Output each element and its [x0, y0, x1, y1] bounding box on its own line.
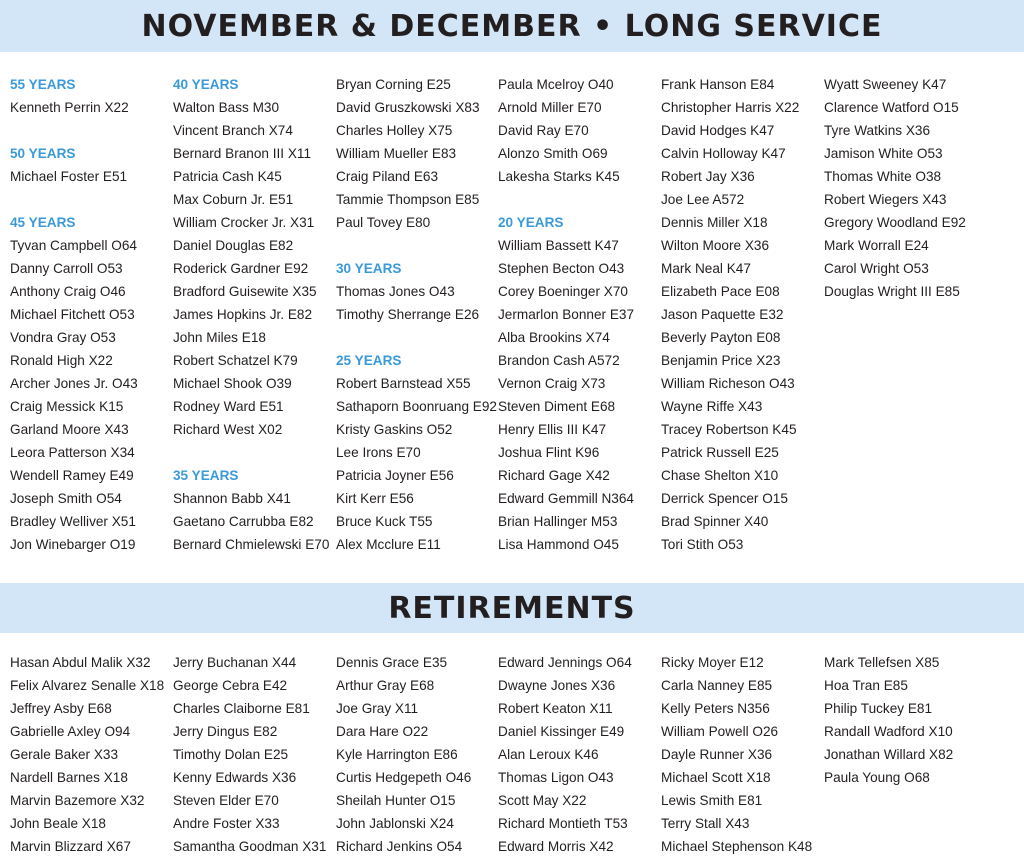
- employee-name: Clarence Watford O15: [824, 100, 959, 115]
- employee-name: David Ray E70: [498, 123, 589, 138]
- retiree-name: John Jablonski X24: [336, 816, 454, 831]
- retiree-name: Curtis Hedgepeth O46: [336, 770, 472, 785]
- employee-name: Archer Jones Jr. O43: [10, 376, 138, 391]
- spacer: [498, 188, 658, 211]
- retiree-name: Alan Leroux K46: [498, 747, 599, 762]
- employee-name: Wilton Moore X36: [661, 238, 770, 253]
- employee-name: Michael Foster E51: [10, 169, 128, 184]
- employee-name: John Miles E18: [173, 330, 266, 345]
- employee-name: Bernard Branon III X11: [173, 146, 312, 161]
- employee-name: Sathaporn Boonruang E92: [336, 399, 497, 414]
- employee-name: Henry Ellis III K47: [498, 422, 607, 437]
- spacer: [336, 326, 496, 349]
- retiree-name: Michael Stephenson K48: [661, 839, 813, 854]
- employee-name: Joshua Flint K96: [498, 445, 600, 460]
- retiree-name: Ricky Moyer E12: [661, 655, 764, 670]
- retiree-name: Philip Tuckey E81: [824, 701, 933, 716]
- employee-name: Bruce Kuck T55: [336, 514, 433, 529]
- years-heading: 40 YEARS: [173, 77, 239, 92]
- retiree-name: Jerry Dingus E82: [173, 724, 278, 739]
- retirements-title: RETIREMENTS: [388, 590, 636, 626]
- retirements-column: [173, 651, 333, 858]
- years-heading: 30 YEARS: [336, 261, 402, 276]
- employee-name: Elizabeth Pace E08: [661, 284, 780, 299]
- employee-name: Paul Tovey E80: [336, 215, 431, 230]
- employee-name: Lakesha Starks K45: [498, 169, 620, 184]
- employee-name: William Richeson O43: [661, 376, 795, 391]
- employee-name: William Crocker Jr. X31: [173, 215, 315, 230]
- employee-name: Patrick Russell E25: [661, 445, 779, 460]
- employee-name: Alex Mcclure E11: [336, 537, 441, 552]
- years-heading: 55 YEARS: [10, 77, 76, 92]
- employee-name: Carol Wright O53: [824, 261, 929, 276]
- retiree-name: Mark Tellefsen X85: [824, 655, 940, 670]
- retirements-column: [336, 651, 496, 858]
- employee-name: Anthony Craig O46: [10, 284, 126, 299]
- employee-name: Rodney Ward E51: [173, 399, 284, 414]
- employee-name: Tyre Watkins X36: [824, 123, 931, 138]
- employee-name: Joseph Smith O54: [10, 491, 122, 506]
- employee-name: Michael Shook O39: [173, 376, 292, 391]
- employee-name: Walton Bass M30: [173, 100, 280, 115]
- long-service-title: NOVEMBER & DECEMBER • LONG SERVICE: [141, 8, 883, 44]
- employee-name: Mark Worrall E24: [824, 238, 929, 253]
- employee-name: Alonzo Smith O69: [498, 146, 608, 161]
- employee-name: Thomas Jones O43: [336, 284, 455, 299]
- retiree-name: Steven Elder E70: [173, 793, 279, 808]
- employee-name: Bernard Chmielewski E70: [173, 537, 330, 552]
- spacer: [173, 441, 333, 464]
- employee-name: Jon Winebarger O19: [10, 537, 136, 552]
- employee-name: Calvin Holloway K47: [661, 146, 786, 161]
- employee-name: Craig Messick K15: [10, 399, 124, 414]
- retirements-column: [824, 651, 984, 789]
- retiree-name: Michael Scott X18: [661, 770, 771, 785]
- retiree-name: Jeffrey Asby E68: [10, 701, 112, 716]
- retirements-column: [498, 651, 658, 858]
- retiree-name: Marvin Blizzard X67: [10, 839, 131, 854]
- employee-name: Roderick Gardner E92: [173, 261, 309, 276]
- retiree-name: Felix Alvarez Senalle X18: [10, 678, 165, 693]
- employee-name: Tammie Thompson E85: [336, 192, 480, 207]
- employee-name: Wendell Ramey E49: [10, 468, 134, 483]
- retiree-name: Jerry Buchanan X44: [173, 655, 297, 670]
- retiree-name: Thomas Ligon O43: [498, 770, 614, 785]
- retiree-name: Gabrielle Axley O94: [10, 724, 131, 739]
- employee-name: Max Coburn Jr. E51: [173, 192, 294, 207]
- employee-name: Jamison White O53: [824, 146, 943, 161]
- employee-name: Brian Hallinger M53: [498, 514, 618, 529]
- retiree-name: Carla Nanney E85: [661, 678, 773, 693]
- retirements-column: [10, 651, 170, 858]
- employee-name: Ronald High X22: [10, 353, 113, 368]
- retirements-banner: [0, 583, 1024, 633]
- employee-name: Stephen Becton O43: [498, 261, 625, 276]
- retiree-name: Randall Wadford X10: [824, 724, 953, 739]
- employee-name: Bradley Welliver X51: [10, 514, 136, 529]
- employee-name: Tori Stith O53: [661, 537, 744, 552]
- employee-name: Shannon Babb X41: [173, 491, 291, 506]
- long-service-column: [824, 73, 984, 303]
- employee-name: Bryan Corning E25: [336, 77, 451, 92]
- employee-name: Garland Moore X43: [10, 422, 129, 437]
- retiree-name: Richard Montieth T53: [498, 816, 628, 831]
- employee-name: Vincent Branch X74: [173, 123, 293, 138]
- retiree-name: Robert Keaton X11: [498, 701, 613, 716]
- retiree-name: Joe Gray X11: [336, 701, 419, 716]
- employee-name: Daniel Douglas E82: [173, 238, 294, 253]
- retiree-name: Samantha Goodman X31: [173, 839, 327, 854]
- years-heading: 45 YEARS: [10, 215, 76, 230]
- retiree-name: Hoa Tran E85: [824, 678, 908, 693]
- employee-name: Dennis Miller X18: [661, 215, 768, 230]
- employee-name: Wyatt Sweeney K47: [824, 77, 947, 92]
- retiree-name: Nardell Barnes X18: [10, 770, 128, 785]
- spacer: [336, 234, 496, 257]
- retiree-name: George Cebra E42: [173, 678, 288, 693]
- retiree-name: Terry Stall X43: [661, 816, 750, 831]
- employee-name: Richard Gage X42: [498, 468, 610, 483]
- employee-name: Brad Spinner X40: [661, 514, 769, 529]
- long-service-banner: [0, 0, 1024, 52]
- spacer: [10, 119, 170, 142]
- employee-name: James Hopkins Jr. E82: [173, 307, 313, 322]
- employee-name: Arnold Miller E70: [498, 100, 602, 115]
- employee-name: Craig Piland E63: [336, 169, 439, 184]
- retiree-name: Marvin Bazemore X32: [10, 793, 145, 808]
- retiree-name: Arthur Gray E68: [336, 678, 435, 693]
- long-service-column: [498, 73, 658, 556]
- retiree-name: Dennis Grace E35: [336, 655, 448, 670]
- retiree-name: William Powell O26: [661, 724, 779, 739]
- years-heading: 20 YEARS: [498, 215, 564, 230]
- retiree-name: Lewis Smith E81: [661, 793, 763, 808]
- employee-name: Michael Fitchett O53: [10, 307, 135, 322]
- retiree-name: John Beale X18: [10, 816, 106, 831]
- employee-name: David Hodges K47: [661, 123, 775, 138]
- retiree-name: Paula Young O68: [824, 770, 930, 785]
- employee-name: Bradford Guisewite X35: [173, 284, 317, 299]
- employee-name: Lee Irons E70: [336, 445, 421, 460]
- employee-name: Beverly Payton E08: [661, 330, 781, 345]
- retiree-name: Kyle Harrington E86: [336, 747, 458, 762]
- retiree-name: Hasan Abdul Malik X32: [10, 655, 151, 670]
- employee-name: Tracey Robertson K45: [661, 422, 797, 437]
- employee-name: Timothy Sherrange E26: [336, 307, 480, 322]
- retiree-name: Scott May X22: [498, 793, 587, 808]
- employee-name: Robert Schatzel K79: [173, 353, 298, 368]
- employee-name: Robert Wiegers X43: [824, 192, 947, 207]
- employee-name: Leora Patterson X34: [10, 445, 135, 460]
- employee-name: Patricia Joyner E56: [336, 468, 454, 483]
- employee-name: Gaetano Carrubba E82: [173, 514, 314, 529]
- retiree-name: Sheilah Hunter O15: [336, 793, 456, 808]
- employee-name: Corey Boeninger X70: [498, 284, 628, 299]
- employee-name: Vernon Craig X73: [498, 376, 606, 391]
- employee-name: Benjamin Price X23: [661, 353, 781, 368]
- employee-name: Wayne Riffe X43: [661, 399, 763, 414]
- retiree-name: Edward Jennings O64: [498, 655, 632, 670]
- retiree-name: Kelly Peters N356: [661, 701, 770, 716]
- employee-name: Richard West X02: [173, 422, 283, 437]
- retirements-column: [661, 651, 821, 858]
- retiree-name: Kenny Edwards X36: [173, 770, 297, 785]
- long-service-column: [336, 73, 496, 556]
- employee-name: Joe Lee A572: [661, 192, 745, 207]
- long-service-column: [10, 73, 170, 556]
- employee-name: Danny Carroll O53: [10, 261, 123, 276]
- years-heading: 50 YEARS: [10, 146, 76, 161]
- retiree-name: Richard Jenkins O54: [336, 839, 463, 854]
- employee-name: William Bassett K47: [498, 238, 619, 253]
- employee-name: Patricia Cash K45: [173, 169, 282, 184]
- retiree-name: Gerale Baker X33: [10, 747, 119, 762]
- employee-name: Robert Barnstead X55: [336, 376, 471, 391]
- employee-name: Christopher Harris X22: [661, 100, 800, 115]
- employee-name: Derrick Spencer O15: [661, 491, 788, 506]
- retiree-name: Timothy Dolan E25: [173, 747, 289, 762]
- employee-name: Charles Holley X75: [336, 123, 453, 138]
- long-service-column: [173, 73, 333, 556]
- employee-name: Chase Shelton X10: [661, 468, 779, 483]
- employee-name: Kenneth Perrin X22: [10, 100, 129, 115]
- years-heading: 25 YEARS: [336, 353, 402, 368]
- employee-name: Robert Jay X36: [661, 169, 755, 184]
- retiree-name: Dara Hare O22: [336, 724, 429, 739]
- retiree-name: Andre Foster X33: [173, 816, 280, 831]
- long-service-column: [661, 73, 821, 556]
- employee-name: Tyvan Campbell O64: [10, 238, 137, 253]
- employee-name: Kristy Gaskins O52: [336, 422, 453, 437]
- employee-name: Douglas Wright III E85: [824, 284, 960, 299]
- retiree-name: Charles Claiborne E81: [173, 701, 310, 716]
- employee-name: David Gruszkowski X83: [336, 100, 480, 115]
- years-heading: 35 YEARS: [173, 468, 239, 483]
- employee-name: Kirt Kerr E56: [336, 491, 414, 506]
- spacer: [10, 188, 170, 211]
- retiree-name: Edward Morris X42: [498, 839, 614, 854]
- employee-name: Paula Mcelroy O40: [498, 77, 614, 92]
- employee-name: Steven Diment E68: [498, 399, 616, 414]
- employee-name: Edward Gemmill N364: [498, 491, 634, 506]
- employee-name: Thomas White O38: [824, 169, 942, 184]
- employee-name: Lisa Hammond O45: [498, 537, 619, 552]
- employee-name: Brandon Cash A572: [498, 353, 620, 368]
- employee-name: Jermarlon Bonner E37: [498, 307, 635, 322]
- employee-name: Vondra Gray O53: [10, 330, 116, 345]
- employee-name: William Mueller E83: [336, 146, 457, 161]
- retiree-name: Dwayne Jones X36: [498, 678, 616, 693]
- retiree-name: Jonathan Willard X82: [824, 747, 954, 762]
- employee-name: Mark Neal K47: [661, 261, 751, 276]
- employee-name: Alba Brookins X74: [498, 330, 610, 345]
- employee-name: Jason Paquette E32: [661, 307, 784, 322]
- retiree-name: Daniel Kissinger E49: [498, 724, 625, 739]
- employee-name: Frank Hanson E84: [661, 77, 775, 92]
- employee-name: Gregory Woodland E92: [824, 215, 966, 230]
- retiree-name: Dayle Runner X36: [661, 747, 773, 762]
